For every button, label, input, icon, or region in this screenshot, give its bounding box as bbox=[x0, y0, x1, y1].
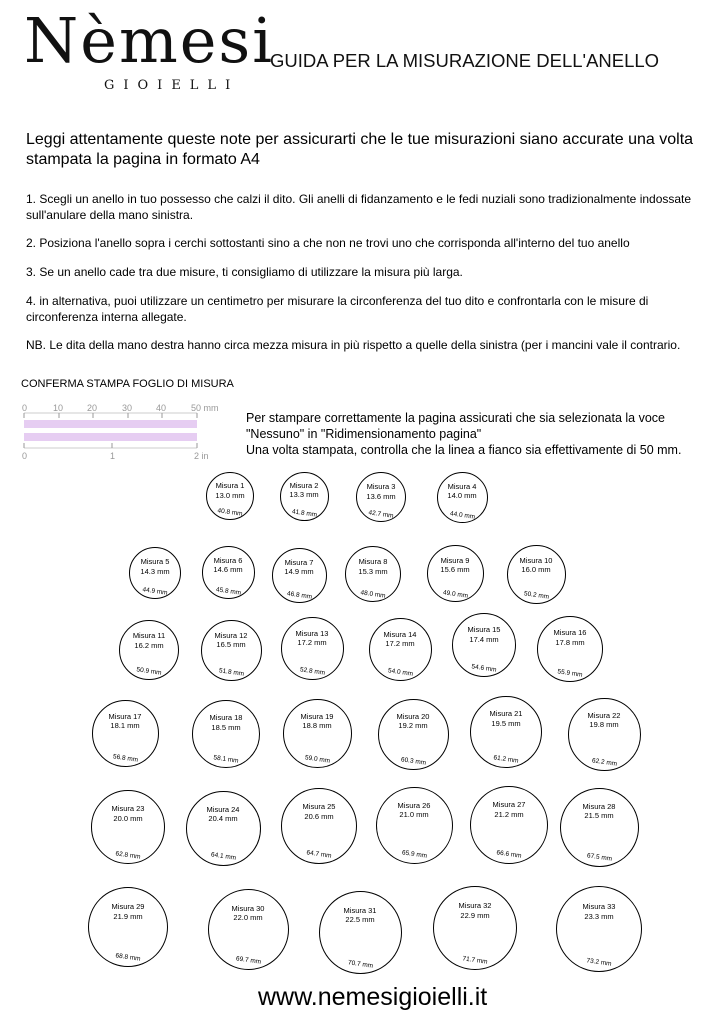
ring-diameter: 23.3 mm bbox=[584, 911, 614, 921]
ring-diameter: 14.3 mm bbox=[140, 566, 170, 576]
ring-size-27 bbox=[470, 786, 548, 864]
calibration-bar-top bbox=[24, 420, 197, 428]
ring-size-3 bbox=[356, 472, 406, 522]
ring-circumference: 44.9 mm bbox=[141, 586, 169, 597]
ring-diameter: 20.4 mm bbox=[208, 814, 238, 823]
ring-label: Misura 23 bbox=[111, 804, 145, 813]
ring-circumference: 70.7 mm bbox=[346, 958, 374, 970]
note-1: 1. Scegli un anello in tuo possesso che calzi il dito. Gli anelli di fidanzamento e le fedi nuziali sono tradizionalmente indossate sull'anulare della mano sinistra. bbox=[26, 192, 692, 222]
ring-label: Misura 12 bbox=[214, 630, 248, 640]
ring-diameter: 14.6 mm bbox=[213, 565, 243, 574]
ring-diameter: 19.8 mm bbox=[589, 720, 619, 729]
brand-logo-subtitle: GIOIELLI bbox=[104, 78, 240, 93]
ring-diameter: 22.0 mm bbox=[233, 913, 263, 922]
note-3: 3. Se un anello cade tra due misure, ti consigliamo di utilizzare la misura più larga. bbox=[26, 265, 463, 279]
mm-tick-50: 50 mm bbox=[191, 403, 219, 413]
ring-circumference: 71.7 mm bbox=[461, 955, 489, 966]
ring-circumference: 40.8 mm bbox=[216, 507, 244, 518]
ring-label: Misura 20 bbox=[396, 711, 430, 721]
ring-size-15 bbox=[452, 613, 516, 677]
ring-circumference: 54.0 mm bbox=[386, 666, 414, 678]
ring-size-1 bbox=[206, 472, 254, 520]
ring-size-19 bbox=[283, 699, 352, 768]
mm-tick-30: 30 bbox=[122, 403, 133, 413]
ring-size-21 bbox=[470, 696, 542, 768]
ring-label: Misura 6 bbox=[213, 555, 243, 565]
ring-diameter: 17.2 mm bbox=[297, 638, 327, 647]
ring-size-9 bbox=[427, 545, 484, 602]
ring-diameter: 13.3 mm bbox=[289, 490, 319, 499]
ring-size-8 bbox=[345, 546, 401, 602]
ring-circumference: 66.6 mm bbox=[495, 849, 523, 860]
ring-diameter: 14.0 mm bbox=[447, 491, 477, 500]
ring-label: Misura 19 bbox=[300, 711, 334, 721]
ring-diameter: 20.0 mm bbox=[113, 813, 143, 823]
ring-circumference: 64.7 mm bbox=[305, 849, 333, 860]
ring-diameter: 19.2 mm bbox=[398, 721, 428, 730]
ring-diameter: 19.5 mm bbox=[491, 718, 521, 728]
ring-diameter: 18.1 mm bbox=[110, 721, 140, 730]
ring-circumference: 67.5 mm bbox=[585, 851, 613, 863]
ring-size-28 bbox=[560, 788, 639, 867]
ring-circumference: 51.8 mm bbox=[217, 666, 245, 678]
ring-circumference: 54.6 mm bbox=[470, 663, 498, 674]
ring-diameter: 17.4 mm bbox=[469, 634, 499, 644]
ring-diameter: 17.2 mm bbox=[385, 639, 415, 648]
ring-diameter: 20.6 mm bbox=[304, 811, 334, 821]
ring-diameter: 16.0 mm bbox=[521, 565, 551, 574]
ring-diameter: 18.5 mm bbox=[211, 722, 241, 732]
in-tick-0: 0 bbox=[22, 451, 28, 461]
ring-diameter: 21.2 mm bbox=[494, 809, 524, 819]
ring-circumference: 52.8 mm bbox=[298, 665, 326, 677]
calibration-info-line-3: Una volta stampata, controlla che la linea a fianco sia effettivamente di 50 mm. bbox=[246, 443, 682, 457]
ring-size-30 bbox=[208, 889, 289, 970]
ring-size-14 bbox=[369, 618, 432, 681]
ring-size-16 bbox=[537, 616, 603, 682]
ring-circumference: 49.0 mm bbox=[441, 588, 469, 600]
note-4: 4. in alternativa, puoi utilizzare un centimetro per misurare la circonferenza del tuo dito e confrontarla con le misure di circonferenza interna allegate. bbox=[26, 294, 649, 324]
website-url: www.nemesigioielli.it bbox=[258, 983, 488, 1011]
ring-circumference: 50.2 mm bbox=[522, 589, 550, 601]
ring-size-10 bbox=[507, 545, 566, 604]
ring-size-25 bbox=[281, 788, 357, 864]
ring-circumference: 68.8 mm bbox=[114, 952, 142, 963]
in-tick-1: 1 bbox=[110, 451, 116, 461]
ring-size-22 bbox=[568, 698, 641, 771]
ring-diameter: 21.5 mm bbox=[584, 811, 614, 820]
intro-text: Leggi attentamente queste note per assicurarti che le tue misurazioni siano accurate una volta stampata la pagina in formato A4 bbox=[26, 131, 694, 168]
mm-tick-20: 20 bbox=[87, 403, 98, 413]
note-nb: NB. Le dita della mano destra hanno circa mezza misura in più rispetto a quelle della sinistra (per i mancini vale il contrario. bbox=[26, 338, 681, 352]
ring-circumference: 41.8 mm bbox=[290, 507, 318, 519]
ring-label: Misura 25 bbox=[302, 802, 336, 811]
ring-diameter: 21.9 mm bbox=[113, 911, 143, 921]
ring-size-29 bbox=[88, 887, 168, 967]
ring-label: Misura 32 bbox=[458, 901, 492, 910]
ring-circumference: 69.7 mm bbox=[234, 954, 262, 966]
ring-size-20 bbox=[378, 699, 449, 770]
ring-label: Misura 3 bbox=[366, 482, 396, 491]
ring-diameter: 22.5 mm bbox=[345, 915, 375, 924]
ring-label: Misura 24 bbox=[206, 804, 240, 814]
ring-label: Misura 4 bbox=[447, 481, 477, 491]
ring-circumference: 60.3 mm bbox=[399, 755, 427, 767]
ring-size-33 bbox=[556, 886, 642, 972]
ring-circumference: 48.0 mm bbox=[359, 589, 387, 600]
ring-label: Misura 1 bbox=[215, 481, 245, 490]
ring-diameter: 16.5 mm bbox=[216, 640, 246, 649]
ring-label: Misura 9 bbox=[440, 555, 470, 565]
ring-size-31 bbox=[319, 891, 402, 974]
ring-circumference: 50.9 mm bbox=[135, 666, 163, 677]
ring-label: Misura 18 bbox=[209, 713, 243, 722]
ring-label: Misura 5 bbox=[140, 557, 170, 566]
ring-label: Misura 8 bbox=[358, 557, 388, 566]
ring-size-7 bbox=[272, 548, 327, 603]
calibration-title: CONFERMA STAMPA FOGLIO DI MISURA bbox=[21, 378, 234, 390]
ring-label: Misura 13 bbox=[295, 628, 329, 638]
brand-logo: Nèmesi bbox=[24, 4, 275, 77]
ring-size-2 bbox=[280, 472, 329, 521]
ring-label: Misura 30 bbox=[231, 903, 265, 913]
ring-size-23 bbox=[91, 790, 165, 864]
ring-diameter: 13.0 mm bbox=[215, 490, 245, 500]
calibration-bar-bottom bbox=[24, 433, 197, 441]
ring-diameter: 13.6 mm bbox=[366, 491, 396, 501]
ring-label: Misura 14 bbox=[383, 629, 417, 639]
ring-diameter: 15.3 mm bbox=[358, 566, 388, 576]
ring-circumference: 64.1 mm bbox=[209, 850, 237, 862]
calibration-info-line-2: "Nessuno" in "Ridimensionamento pagina" bbox=[246, 427, 482, 441]
ring-diameter: 18.8 mm bbox=[302, 721, 332, 730]
ring-size-4 bbox=[437, 472, 488, 523]
ring-label: Misura 21 bbox=[489, 709, 523, 718]
ring-diameter: 21.0 mm bbox=[399, 810, 429, 819]
ring-label: Misura 33 bbox=[582, 902, 616, 911]
calibration-info bbox=[246, 410, 706, 458]
ring-diameter: 22.9 mm bbox=[460, 910, 490, 920]
ring-circumference: 62.2 mm bbox=[590, 756, 618, 768]
ring-label: Misura 22 bbox=[587, 710, 621, 720]
ring-circumference: 73.2 mm bbox=[585, 957, 613, 968]
ring-size-24 bbox=[186, 791, 261, 866]
ring-diameter: 14.9 mm bbox=[284, 567, 314, 576]
ring-label: Misura 27 bbox=[492, 800, 526, 809]
ring-circumference: 65.9 mm bbox=[400, 848, 428, 860]
ring-size-17 bbox=[92, 700, 159, 767]
ring-circumference: 44.0 mm bbox=[448, 509, 476, 521]
calibration-info-line-1: Per stampare correttamente la pagina assicurati che sia selezionata la voce bbox=[246, 411, 665, 425]
ring-label: Misura 7 bbox=[284, 557, 314, 567]
in-tick-2: 2 in bbox=[194, 451, 209, 461]
mm-tick-0: 0 bbox=[22, 403, 28, 413]
ring-circumference: 58.1 mm bbox=[212, 754, 240, 765]
ring-circumference: 62.8 mm bbox=[114, 850, 142, 861]
note-2: 2. Posiziona l'anello sopra i cerchi sottostanti sino a che non ne trovi uno che corrisponda all'interno del tuo anello bbox=[26, 236, 630, 250]
ring-size-32 bbox=[433, 886, 517, 970]
ring-label: Misura 16 bbox=[553, 628, 587, 637]
mm-tick-40: 40 bbox=[156, 403, 167, 413]
ring-label: Misura 15 bbox=[467, 625, 501, 634]
ring-label: Misura 10 bbox=[519, 555, 553, 565]
ring-circumference: 46.8 mm bbox=[285, 589, 313, 601]
ring-label: Misura 11 bbox=[132, 631, 166, 640]
ring-label: Misura 28 bbox=[582, 801, 616, 811]
ring-circumference: 59.0 mm bbox=[303, 753, 331, 765]
page-title: GUIDA PER LA MISURAZIONE DELL'ANELLO bbox=[270, 50, 660, 71]
ring-label: Misura 31 bbox=[343, 905, 377, 915]
ring-label: Misura 17 bbox=[108, 711, 142, 721]
ring-size-18 bbox=[192, 700, 260, 768]
mm-tick-10: 10 bbox=[53, 403, 64, 413]
ring-label: Misura 2 bbox=[289, 480, 319, 490]
ring-circumference: 42.7 mm bbox=[367, 509, 395, 520]
ring-label: Misura 26 bbox=[397, 800, 431, 810]
ring-diameter: 15.6 mm bbox=[440, 565, 470, 574]
ring-size-6 bbox=[202, 546, 255, 599]
ring-label: Misura 29 bbox=[111, 902, 145, 911]
ring-size-12 bbox=[201, 620, 262, 681]
ring-size-11 bbox=[119, 620, 179, 680]
ring-circumference: 61.2 mm bbox=[492, 754, 520, 765]
ring-diameter: 16.2 mm bbox=[134, 640, 164, 650]
ring-size-26 bbox=[376, 787, 453, 864]
ring-size-5 bbox=[129, 547, 181, 599]
calibration-ruler bbox=[16, 398, 236, 466]
ring-circumference: 45.8 mm bbox=[214, 585, 242, 597]
ring-size-13 bbox=[281, 617, 344, 680]
ring-circumference: 56.8 mm bbox=[111, 752, 139, 764]
ring-circumference: 55.9 mm bbox=[556, 668, 584, 679]
ring-diameter: 17.8 mm bbox=[555, 637, 585, 647]
